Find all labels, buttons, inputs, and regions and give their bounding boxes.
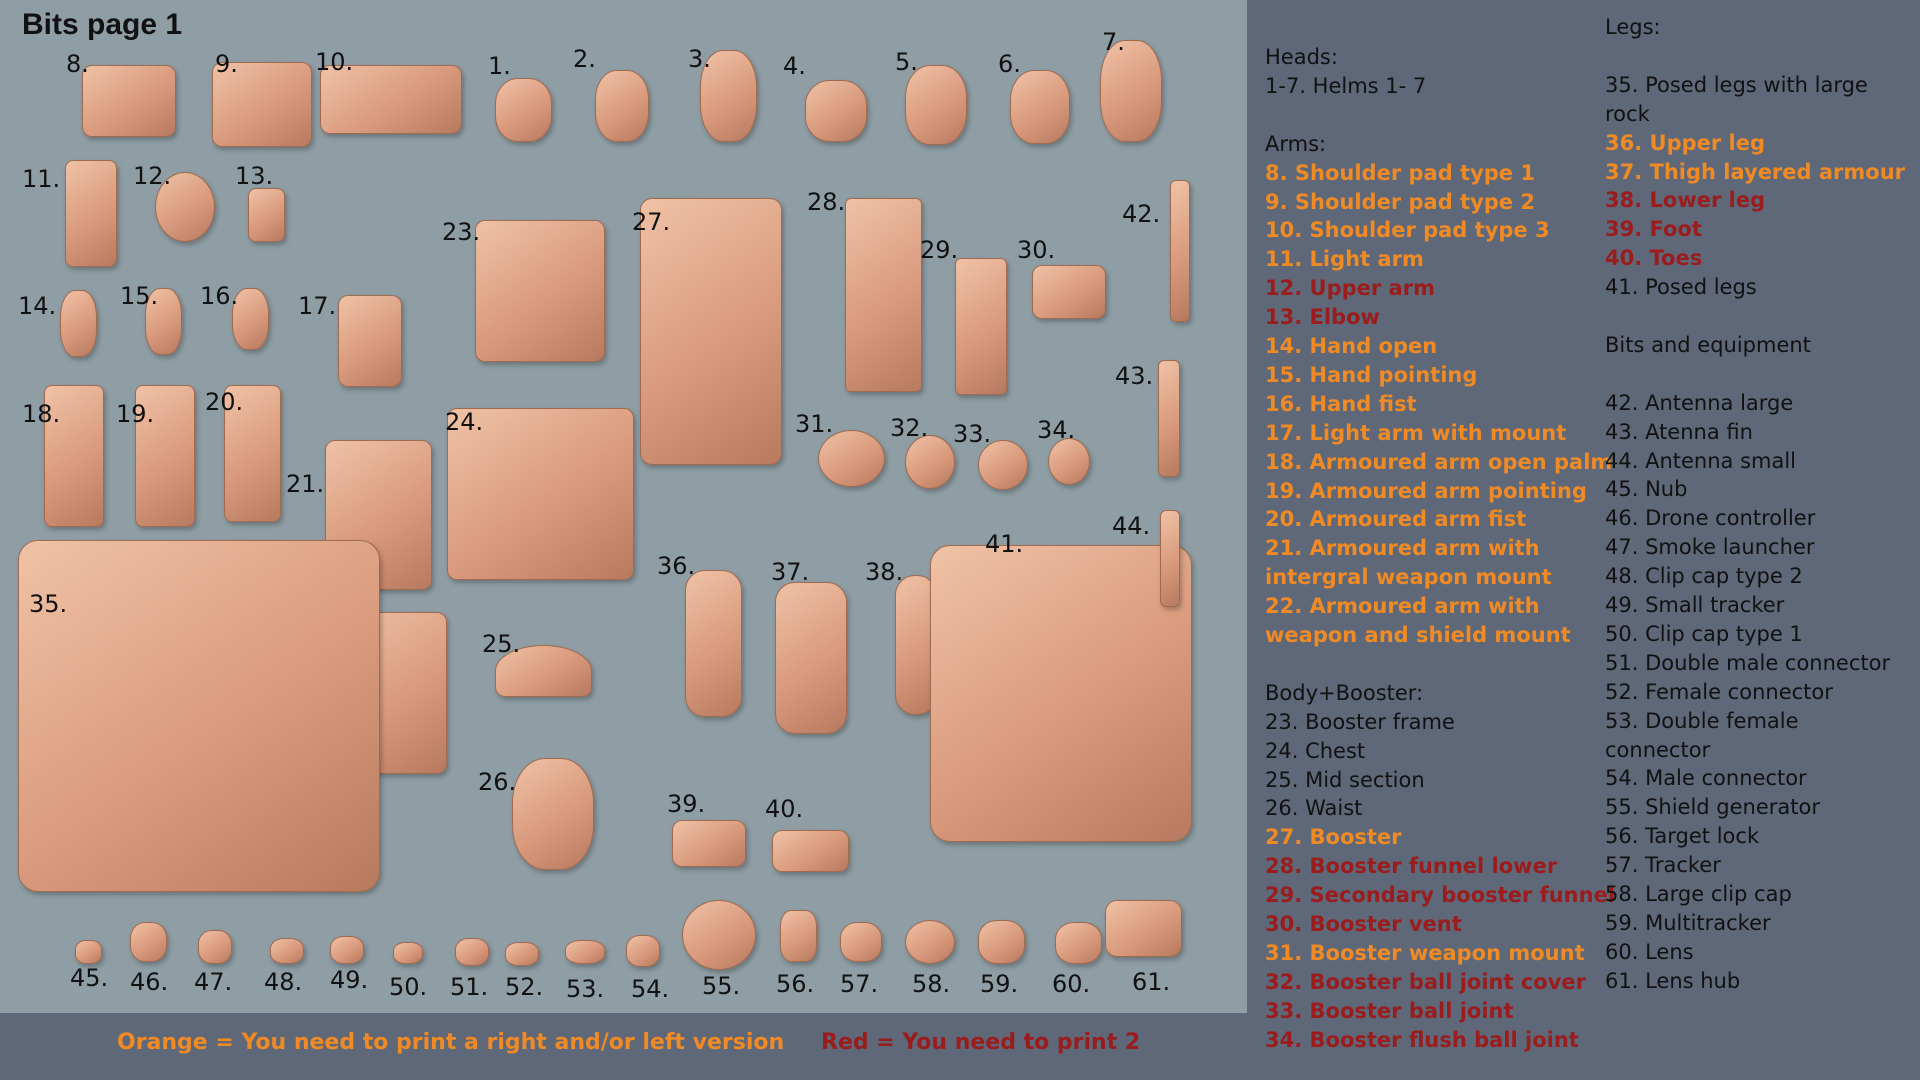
list-item: 47. Smoke launcher	[1605, 535, 1815, 560]
part-number-13: 13.	[235, 162, 274, 190]
list-item: 18. Armoured arm open palm	[1265, 449, 1613, 474]
part-number-12: 12.	[133, 162, 172, 190]
part-tiny-56	[780, 910, 817, 962]
part-number-7: 7.	[1102, 28, 1125, 56]
list-item: Bits and equipment	[1605, 332, 1811, 357]
part-arm-17	[338, 295, 402, 387]
list-item: 14. Hand open	[1265, 334, 1438, 358]
list-item: Heads:	[1265, 45, 1338, 69]
part-number-1: 1.	[488, 52, 511, 80]
part-leg-37	[775, 582, 847, 734]
list-item: 51. Double male connector	[1605, 650, 1891, 675]
part-number-9: 9.	[215, 50, 238, 78]
part-fin-28	[845, 198, 922, 392]
list-item: 61. Lens hub	[1605, 968, 1741, 993]
list-item: 32. Booster ball joint cover	[1265, 969, 1587, 994]
part-head-2	[595, 70, 649, 142]
part-number-52: 52.	[505, 973, 544, 1001]
list-item: 17. Light arm with mount	[1265, 420, 1567, 445]
part-number-18: 18.	[22, 400, 61, 428]
part-number-29: 29.	[920, 236, 959, 264]
list-item: 21. Armoured arm with	[1265, 536, 1540, 561]
list-item: 26. Waist	[1265, 796, 1363, 821]
part-number-42: 42.	[1122, 200, 1161, 228]
part-number-15: 15.	[120, 282, 159, 310]
part-number-10: 10.	[315, 48, 354, 76]
part-leg-36	[685, 570, 742, 717]
part-block-23	[475, 220, 605, 362]
part-number-41: 41.	[985, 530, 1024, 558]
legend-orange: Orange = You need to print a right and/or left version	[117, 1030, 785, 1055]
part-ball-32	[905, 435, 955, 489]
part-number-2: 2.	[573, 45, 596, 73]
list-item: 44. Antenna small	[1605, 448, 1796, 473]
list-item: 1-7. Helms 1- 7	[1265, 73, 1427, 98]
part-number-45: 45.	[70, 964, 109, 992]
part-number-43: 43.	[1115, 362, 1154, 390]
part-number-57: 57.	[840, 970, 879, 998]
part-number-28: 28.	[807, 188, 846, 216]
part-number-5: 5.	[895, 48, 918, 76]
list-item: Legs:	[1605, 15, 1661, 39]
list-item: 43. Atenna fin	[1605, 419, 1753, 444]
legend-red: Red = You need to print 2	[821, 1030, 1141, 1055]
part-tiny-51	[455, 938, 489, 966]
part-dome-26	[512, 758, 594, 870]
part-number-39: 39.	[667, 790, 706, 818]
part-number-58: 58.	[912, 970, 951, 998]
part-small-39	[672, 820, 746, 867]
part-tiny-58	[905, 920, 955, 964]
list-item: 55. Shield generator	[1605, 795, 1821, 820]
list-item: 46. Drone controller	[1605, 506, 1816, 531]
list-item: 37. Thigh layered armour	[1605, 159, 1906, 184]
list-item: 8. Shoulder pad type 1	[1265, 160, 1535, 185]
list-item: 41. Posed legs	[1605, 275, 1757, 300]
part-number-44: 44.	[1112, 512, 1151, 540]
list-item: 35. Posed legs with large	[1605, 72, 1868, 97]
part-head-6	[1010, 70, 1070, 144]
part-tiny-50	[393, 942, 423, 964]
part-ball-34	[1048, 438, 1090, 485]
part-number-54: 54.	[631, 975, 670, 1003]
part-number-31: 31.	[795, 410, 834, 438]
part-number-59: 59.	[980, 970, 1019, 998]
part-number-49: 49.	[330, 966, 369, 994]
part-legs-35	[18, 540, 380, 892]
part-number-53: 53.	[566, 975, 605, 1003]
part-tiny-61	[1105, 900, 1182, 957]
list-item: 30. Booster vent	[1265, 912, 1462, 936]
list-item: 48. Clip cap type 2	[1605, 564, 1803, 589]
part-tiny-46	[130, 922, 167, 962]
list-item: 34. Booster flush ball joint	[1265, 1027, 1579, 1052]
list-item: 36. Upper leg	[1605, 130, 1766, 155]
part-number-26: 26.	[478, 768, 517, 796]
list-item: 42. Antenna large	[1605, 390, 1794, 415]
part-fin-29	[955, 258, 1007, 395]
part-number-4: 4.	[783, 52, 806, 80]
list-item: 33. Booster ball joint	[1265, 998, 1514, 1023]
part-number-56: 56.	[776, 970, 815, 998]
part-head-5	[905, 65, 967, 145]
list-item: 56. Target lock	[1605, 824, 1760, 849]
list-item: 23. Booster frame	[1265, 709, 1455, 734]
part-number-47: 47.	[194, 968, 233, 996]
part-number-55: 55.	[702, 972, 741, 1000]
list-item: 19. Armoured arm pointing	[1265, 478, 1587, 503]
list-item: 31. Booster weapon mount	[1265, 940, 1585, 965]
list-item: 59. Multitracker	[1605, 910, 1771, 935]
list-item: 57. Tracker	[1605, 853, 1721, 878]
list-item: 58. Large clip cap	[1605, 882, 1792, 906]
part-antenna-43	[1158, 360, 1180, 477]
part-number-32: 32.	[890, 414, 929, 442]
list-item: weapon and shield mount	[1265, 623, 1571, 647]
part-number-34: 34.	[1037, 416, 1076, 444]
part-number-11: 11.	[22, 165, 61, 193]
part-number-24: 24.	[445, 408, 484, 436]
part-tiny-53	[565, 940, 605, 964]
part-tiny-57	[840, 922, 882, 962]
part-number-6: 6.	[998, 50, 1021, 78]
list-item: 39. Foot	[1605, 217, 1702, 242]
part-number-27: 27.	[632, 208, 671, 236]
part-number-36: 36.	[657, 552, 696, 580]
list-item: 25. Mid section	[1265, 767, 1425, 792]
list-item: 45. Nub	[1605, 477, 1688, 502]
part-number-30: 30.	[1017, 236, 1056, 264]
list-item: 13. Elbow	[1265, 305, 1380, 330]
list-item: 12. Upper arm	[1265, 276, 1435, 301]
part-tiny-47	[198, 930, 232, 964]
part-ball-31	[818, 430, 885, 487]
part-arm-11	[65, 160, 117, 267]
part-number-21: 21.	[286, 470, 325, 498]
part-number-48: 48.	[264, 968, 303, 996]
list-item: 10. Shoulder pad type 3	[1265, 218, 1550, 243]
part-number-33: 33.	[953, 420, 992, 448]
part-head-1	[495, 78, 552, 142]
part-number-19: 19.	[116, 400, 155, 428]
part-number-40: 40.	[765, 795, 804, 823]
list-item: 20. Armoured arm fist	[1265, 507, 1527, 532]
part-tiny-48	[270, 938, 304, 964]
part-number-35: 35.	[29, 590, 68, 618]
list-item: 11. Light arm	[1265, 247, 1424, 272]
list-item: 22. Armoured arm with	[1265, 594, 1540, 619]
list-item: Body+Booster:	[1265, 680, 1424, 705]
list-item: 27. Booster	[1265, 825, 1402, 850]
part-number-37: 37.	[771, 558, 810, 586]
list-item: 50. Clip cap type 1	[1605, 621, 1803, 646]
list-item: Arms:	[1265, 131, 1327, 156]
part-number-25: 25.	[482, 630, 521, 658]
part-number-38: 38.	[865, 558, 904, 586]
part-number-8: 8.	[66, 50, 89, 78]
part-disc-55	[682, 900, 756, 970]
part-antenna-44	[1160, 510, 1180, 607]
part-number-23: 23.	[442, 218, 481, 246]
list-item: 54. Male connector	[1605, 766, 1807, 791]
list-item: connector	[1605, 737, 1711, 762]
part-head-4	[805, 80, 867, 142]
part-number-17: 17.	[298, 292, 337, 320]
part-hand-14	[60, 290, 97, 357]
part-number-3: 3.	[688, 45, 711, 73]
part-number-51: 51.	[450, 973, 489, 1001]
list-item: 52. Female connector	[1605, 679, 1833, 704]
part-tiny-52	[505, 942, 539, 966]
list-item: 49. Small tracker	[1605, 593, 1785, 617]
list-item: 24. Chest	[1265, 738, 1366, 763]
part-legs-41	[930, 545, 1192, 842]
part-number-61: 61.	[1132, 968, 1171, 996]
part-small-40	[772, 830, 849, 872]
part-antenna-42	[1170, 180, 1190, 322]
list-item: 29. Secondary booster funnel	[1265, 883, 1616, 908]
part-tiny-54	[626, 935, 660, 967]
part-number-46: 46.	[130, 968, 169, 996]
part-tiny-45	[75, 940, 102, 964]
page-title: Bits page 1	[22, 8, 183, 41]
part-number-50: 50.	[389, 973, 428, 1001]
list-item: 15. Hand pointing	[1265, 362, 1478, 387]
part-number-20: 20.	[205, 388, 244, 416]
list-item: 16. Hand fist	[1265, 391, 1417, 416]
parts-list-panel	[1247, 0, 1920, 1080]
part-number-60: 60.	[1052, 970, 1091, 998]
list-item: rock	[1605, 101, 1650, 126]
part-pad-8	[82, 65, 176, 137]
list-item: intergral weapon mount	[1265, 565, 1552, 590]
list-item: 60. Lens	[1605, 939, 1694, 964]
part-small-13	[248, 188, 285, 242]
list-item: 53. Double female	[1605, 708, 1799, 733]
part-block-27	[640, 198, 782, 465]
part-tiny-59	[978, 920, 1025, 964]
list-item: 9. Shoulder pad type 2	[1265, 189, 1535, 214]
list-item: 40. Toes	[1605, 246, 1703, 271]
part-tiny-60	[1055, 922, 1102, 964]
part-small-30	[1032, 265, 1106, 319]
list-item: 38. Lower leg	[1605, 188, 1766, 213]
part-number-14: 14.	[18, 292, 57, 320]
part-number-16: 16.	[200, 282, 239, 310]
part-tiny-49	[330, 936, 364, 964]
list-item: 28. Booster funnel lower	[1265, 854, 1558, 879]
